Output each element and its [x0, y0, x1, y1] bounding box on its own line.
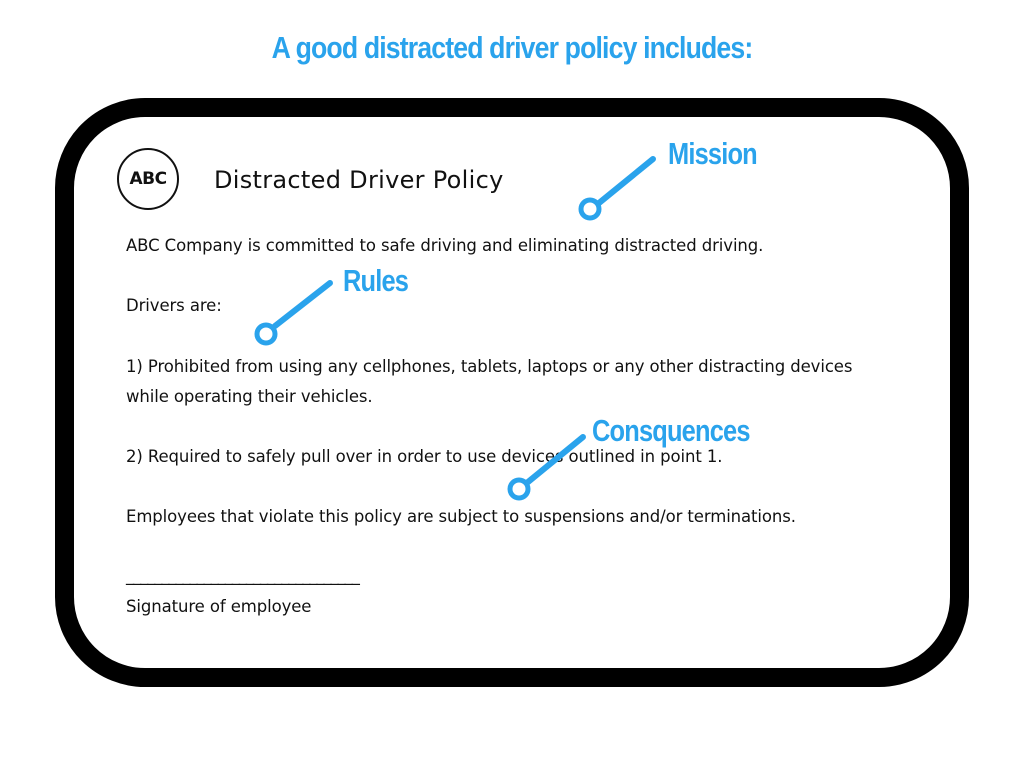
consequences-pointer — [510, 437, 583, 498]
rule-1-line-2: while operating their vehicles. — [126, 387, 373, 406]
headline: A good distracted driver policy includes: — [271, 30, 753, 65]
mission-pointer — [581, 159, 653, 218]
mission-statement: ABC Company is committed to safe driving and eliminating distracted driving. — [126, 236, 764, 255]
mission-callout-label: Mission — [668, 136, 757, 171]
rule-2: 2) Required to safely pull over in order to use devices outlined in point 1. — [126, 447, 723, 466]
policy-title: Distracted Driver Policy — [214, 166, 504, 194]
rules-callout-label: Rules — [343, 263, 409, 298]
signature-label: Signature of employee — [126, 597, 312, 616]
rules-pointer — [257, 283, 330, 343]
logo-text: ABC — [129, 169, 167, 189]
consequence-statement: Employees that violate this policy are subject to suspensions and/or terminations. — [126, 507, 796, 526]
drivers-intro: Drivers are: — [126, 296, 222, 315]
rule-1-line-1: 1) Prohibited from using any cellphones, tablets, laptops or any other distracting devices — [126, 357, 853, 376]
consequences-callout-label: Consquences — [592, 413, 750, 448]
signature-line: _________________________________ — [126, 566, 359, 585]
